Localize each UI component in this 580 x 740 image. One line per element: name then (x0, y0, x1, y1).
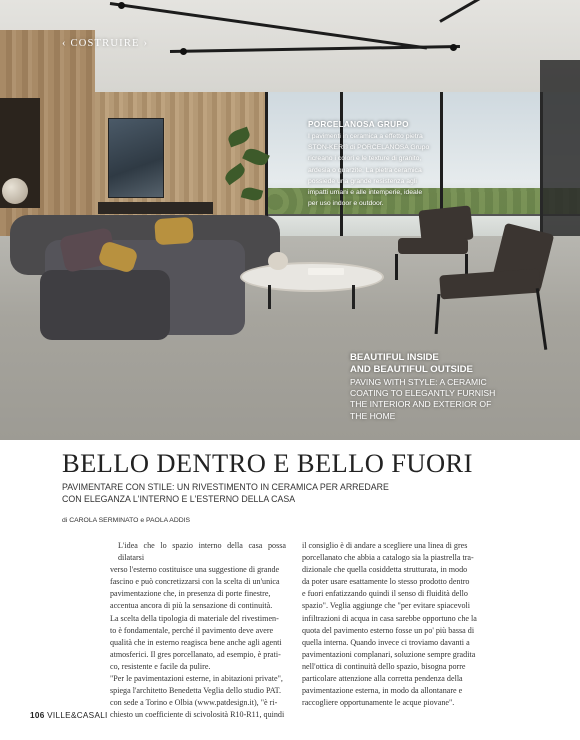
body-line: accentua ancora di più la sensazione di continuità. (110, 601, 273, 611)
caption-line: I pavimenti in ceramica a effetto pietra (308, 133, 423, 140)
subheading-line: CON ELEGANZA L'INTERNO E L'ESTERNO DELLA CASA (62, 493, 296, 504)
byline-authors: CAROLA SERMINATO e PAOLA ADDIS (69, 517, 191, 524)
article-headline: BELLO DENTRO E BELLO FUORI (62, 448, 473, 478)
english-title-line: AND BEAUTIFUL OUTSIDE (350, 363, 473, 375)
article-column-right (302, 540, 484, 709)
english-title-line: BEAUTIFUL INSIDE (350, 352, 439, 363)
body-line: "Per le pavimentazioni esterne, in abitazioni private", (110, 674, 283, 684)
body-line: infiltrazioni di acqua in casa sarebbe opportuno che la (302, 613, 477, 623)
caption-body (308, 131, 450, 209)
body-line: co, resistente e facile da pulire. (110, 661, 211, 671)
caption-title: PORCELANOSA GRUPO (308, 120, 409, 129)
photo-caption-porcelanosa (308, 120, 450, 209)
english-subtitle-line: COATING TO ELEGANTLY FURNISH (350, 388, 496, 399)
byline-prefix: di (62, 517, 68, 524)
table-sculpture (268, 252, 288, 270)
body-line: spiega l'architetto Benedetta Veglia dello studio PAT. (110, 686, 282, 696)
body-line: dizionale che quella cosiddetta strutturata, in modo (302, 565, 468, 575)
english-subtitle-line: THE HOME (350, 410, 396, 421)
caption-line: ardesia o quarzite. La pietra ceramica (308, 166, 422, 174)
body-line: quota del pavimento esterno fosse un po' più bassa di (302, 625, 475, 635)
sofa-chaise (40, 270, 170, 340)
body-line: con sede a Torino e Olbia (www.patdesign.it), "è ri- (110, 698, 278, 708)
body-line: spazio". Veglia aggiunge che "per evitare spiacevoli (302, 601, 471, 611)
sofa-pillow (154, 217, 194, 246)
subheading-line: PAVIMENTARE CON STILE: UN RIVESTIMENTO IN CERAMICA PER ARREDARE (62, 482, 389, 492)
body-line: pavimentazioni complanari, soluzione sempre gradita (302, 649, 476, 659)
caption-line: ricreano i colori e le texture di granito, (308, 155, 422, 163)
decor-vase (2, 178, 28, 204)
body-line: e fuori enfatizzando quindi il senso di fluidità dello (302, 589, 468, 599)
english-title (350, 352, 565, 375)
body-line: verso l'esterno costituisce una suggestione di grande (110, 565, 280, 575)
body-line: atmosferici. Il gres porcellanato, ad esempio, è prati- (110, 649, 281, 659)
armchair-seat (398, 238, 468, 254)
body-line: da poter usare esattamente lo stesso prodotto dentro (302, 577, 470, 587)
body-line: chiesto un coefficiente di scivolosità R10-R11, quindi (110, 710, 285, 720)
body-line: porcellanato che abbia a catalogo sia la piastrella tra- (302, 553, 474, 563)
body-line: nell'ottica di continuità dello spazio, bisogna porre (302, 661, 466, 671)
body-line: to è fondamentale, perché il pavimento deve avere (110, 625, 274, 635)
body-line: pavimentazione che, in presenza di porte finestre, (110, 589, 271, 599)
english-subtitle-line: THE INTERIOR AND EXTERIOR OF (350, 399, 492, 410)
coffee-table (240, 262, 384, 292)
magazine-name: VILLE&CASALI (47, 711, 108, 720)
caption-line: per uso indoor e outdoor. (308, 200, 384, 208)
english-subtitle-line: PAVING WITH STYLE: A CERAMIC (350, 377, 487, 387)
ceiling-spotlight (180, 48, 187, 55)
photo-caption-english (350, 352, 565, 422)
caption-line: possiede una grande resistenza agli (308, 177, 417, 185)
article-byline (62, 517, 190, 524)
table-books (308, 268, 344, 275)
wall-artwork (108, 118, 164, 198)
body-line: pavimentazione esterna, in modo da allontanare e (302, 686, 463, 696)
body-line: il consiglio è di andare a scegliere una linea di gres (302, 541, 468, 550)
page-number: 106 (30, 711, 45, 720)
body-line: La scelta della tipologia di materiale del rivestimen- (110, 613, 279, 623)
armchair-leg (395, 254, 398, 280)
body-line: qualità che in esterno reagisca bene anche agli agenti (110, 637, 282, 647)
english-subtitle (350, 377, 565, 422)
caption-line: impatti umani e alle intemperie, ideale (308, 189, 423, 197)
body-line: fascino e può concretizzarsi con la scelta di un'unica (110, 577, 280, 587)
table-leg (352, 285, 355, 309)
console-table (98, 202, 213, 214)
article-subheading (62, 482, 442, 505)
article-column-left (110, 540, 286, 721)
ceiling-spotlight (450, 44, 457, 51)
body-line: L'idea che lo spazio interno della casa possa dilatarsi (118, 541, 286, 563)
body-line: particolare attenzione alla corretta pendenza della (302, 674, 463, 684)
body-line: raccogliere opportunamente le acque piovane". (302, 698, 455, 708)
page-folio (30, 711, 108, 720)
ceiling-spotlight (118, 2, 125, 9)
body-line: quella interna. Quando invece ci troviamo davanti a (302, 637, 470, 647)
table-leg (268, 285, 271, 309)
section-label: ‹ COSTRUIRE › (62, 38, 149, 49)
caption-line: STON-KER® di PORCELANOSA Grupo (308, 144, 430, 152)
